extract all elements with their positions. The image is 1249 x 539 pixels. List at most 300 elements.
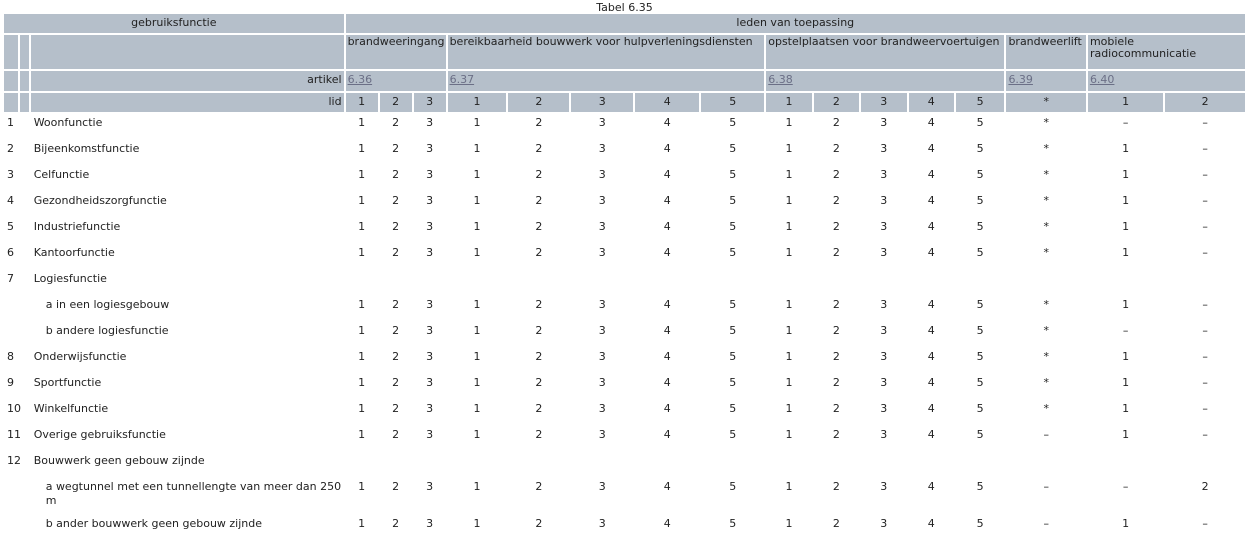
table-row — [4, 372, 1245, 398]
value-cell: 5 — [976, 324, 984, 337]
value-cell: 2 — [535, 350, 543, 363]
value-cell: 4 — [927, 116, 935, 129]
value-cell — [909, 268, 954, 294]
row-number — [4, 513, 29, 539]
row-number — [4, 294, 29, 320]
value-cell: 1 — [358, 116, 366, 129]
value-cell: 1 — [1122, 142, 1130, 155]
value-cell: 2 — [392, 220, 400, 233]
value-cell: 3 — [426, 480, 434, 493]
artikel-cell — [346, 71, 446, 93]
lid-header: * — [1006, 93, 1086, 112]
value-cell: 2 — [392, 517, 400, 530]
value-cell: 1 — [1122, 376, 1130, 389]
row-number: 9 — [7, 376, 14, 389]
value-cell: 3 — [598, 376, 606, 389]
value-cell: 1 — [473, 402, 481, 415]
value-cell: 5 — [976, 246, 984, 259]
value-cell: 2 — [832, 168, 840, 181]
value-cell: 4 — [927, 350, 935, 363]
table-row — [4, 268, 1245, 294]
value-cell: 2 — [392, 376, 400, 389]
row-number: 12 — [7, 454, 21, 467]
value-cell: 3 — [880, 168, 888, 181]
value-cell — [956, 268, 1005, 294]
value-cell: 4 — [927, 324, 935, 337]
value-cell: 4 — [927, 517, 935, 530]
lid-header: 4 — [909, 93, 954, 112]
value-cell — [861, 268, 906, 294]
value-cell: 4 — [927, 480, 935, 493]
group-header: bereikbaarheid bouwwerk voor hulpverleningsdiensten — [448, 35, 765, 71]
value-cell: 3 — [426, 194, 434, 207]
value-cell: 4 — [663, 402, 671, 415]
artikel-link[interactable]: 6.38 — [768, 73, 793, 86]
value-cell: 1 — [1122, 402, 1130, 415]
lid-header: 5 — [701, 93, 764, 112]
value-cell: 5 — [976, 350, 984, 363]
value-cell — [814, 268, 859, 294]
lid-header: 1 — [448, 93, 507, 112]
row-name: Kantoorfunctie — [33, 246, 115, 259]
value-cell: 4 — [663, 324, 671, 337]
value-cell — [766, 450, 811, 476]
lid-label: lid — [31, 93, 344, 112]
row-name: Overige gebruiksfunctie — [33, 428, 166, 441]
group-header: mobiele radiocommunicatie — [1088, 35, 1245, 71]
header-blank — [4, 93, 18, 112]
value-cell: 2 — [832, 116, 840, 129]
value-cell: 2 — [535, 428, 543, 441]
row-name: Celfunctie — [33, 168, 90, 181]
row-name: Logiesfunctie — [33, 272, 107, 285]
value-cell: – — [1202, 376, 1208, 389]
row-name: b andere logiesfunctie — [45, 324, 169, 337]
value-cell: 5 — [729, 168, 737, 181]
value-cell: 3 — [426, 220, 434, 233]
row-name: Industriefunctie — [33, 220, 121, 233]
value-cell: * — [1043, 324, 1049, 337]
value-cell: 3 — [426, 350, 434, 363]
lid-header: 1 — [1088, 93, 1163, 112]
value-cell — [1165, 268, 1245, 294]
value-cell: 3 — [880, 220, 888, 233]
value-cell: 1 — [358, 220, 366, 233]
value-cell: 2 — [535, 517, 543, 530]
row-name: b ander bouwwerk geen gebouw zijnde — [45, 517, 263, 530]
value-cell: 3 — [880, 376, 888, 389]
table-row — [4, 346, 1245, 372]
value-cell: 5 — [976, 298, 984, 311]
value-cell: 1 — [785, 168, 793, 181]
value-cell: 2 — [832, 402, 840, 415]
row-number: 4 — [7, 194, 14, 207]
value-cell — [448, 268, 507, 294]
table-row — [4, 424, 1245, 450]
value-cell: 3 — [598, 298, 606, 311]
lid-header: 5 — [956, 93, 1005, 112]
value-cell: 5 — [976, 168, 984, 181]
value-cell: 4 — [663, 116, 671, 129]
lid-header: 3 — [861, 93, 906, 112]
header-blank — [31, 35, 344, 71]
value-cell: 3 — [426, 116, 434, 129]
value-cell: – — [1202, 220, 1208, 233]
group-header: opstelplaatsen voor brandweervoertuigen — [766, 35, 1004, 71]
value-cell: 1 — [358, 246, 366, 259]
value-cell: 1 — [785, 194, 793, 207]
value-cell: 4 — [927, 142, 935, 155]
table-row — [4, 112, 1245, 138]
value-cell: * — [1043, 376, 1049, 389]
value-cell: 5 — [976, 480, 984, 493]
value-cell: 3 — [598, 428, 606, 441]
lid-header: 3 — [571, 93, 633, 112]
value-cell: 1 — [1122, 194, 1130, 207]
value-cell: 5 — [729, 402, 737, 415]
value-cell: 5 — [976, 220, 984, 233]
value-cell: 5 — [729, 428, 737, 441]
value-cell: 1 — [358, 517, 366, 530]
value-cell: 1 — [1122, 517, 1130, 530]
value-cell: – — [1043, 480, 1049, 493]
value-cell: 5 — [729, 376, 737, 389]
value-cell: 2 — [535, 324, 543, 337]
value-cell: 1 — [358, 376, 366, 389]
value-cell: 1 — [1122, 298, 1130, 311]
value-cell: 1 — [1122, 428, 1130, 441]
value-cell: * — [1043, 168, 1049, 181]
value-cell: 4 — [927, 168, 935, 181]
value-cell: 4 — [927, 194, 935, 207]
value-cell — [701, 450, 764, 476]
value-cell: 3 — [426, 376, 434, 389]
row-number: 11 — [7, 428, 21, 441]
value-cell: 2 — [392, 142, 400, 155]
header-blank — [20, 93, 28, 112]
value-cell: 2 — [832, 428, 840, 441]
requirements-table — [2, 14, 1247, 539]
value-cell: 3 — [598, 350, 606, 363]
row-name: Sportfunctie — [33, 376, 102, 389]
header-gebruiksfunctie: gebruiksfunctie — [4, 14, 344, 35]
value-cell: * — [1043, 116, 1049, 129]
value-cell: 2 — [392, 428, 400, 441]
row-number: 6 — [7, 246, 14, 259]
value-cell: 3 — [598, 246, 606, 259]
value-cell — [380, 450, 412, 476]
value-cell: 1 — [358, 480, 366, 493]
table-row — [4, 138, 1245, 164]
value-cell: 1 — [473, 428, 481, 441]
value-cell: 3 — [426, 142, 434, 155]
value-cell: 4 — [927, 428, 935, 441]
value-cell: * — [1043, 298, 1049, 311]
value-cell — [571, 268, 633, 294]
value-cell — [909, 450, 954, 476]
value-cell: – — [1202, 324, 1208, 337]
value-cell: 3 — [598, 116, 606, 129]
value-cell: 3 — [598, 324, 606, 337]
value-cell: 5 — [976, 517, 984, 530]
value-cell: – — [1202, 168, 1208, 181]
value-cell: 3 — [880, 324, 888, 337]
value-cell: 5 — [729, 350, 737, 363]
row-number: 5 — [7, 220, 14, 233]
value-cell: 4 — [663, 220, 671, 233]
value-cell: 1 — [358, 298, 366, 311]
value-cell: – — [1043, 428, 1049, 441]
row-name: Onderwijsfunctie — [33, 350, 127, 363]
value-cell: – — [1043, 517, 1049, 530]
value-cell: 2 — [535, 116, 543, 129]
value-cell: 1 — [785, 350, 793, 363]
table-row — [4, 294, 1245, 320]
table-row — [4, 320, 1245, 346]
header-leden: leden van toepassing — [346, 14, 1245, 35]
value-cell: 2 — [832, 480, 840, 493]
value-cell: 5 — [729, 194, 737, 207]
value-cell — [346, 450, 378, 476]
artikel-link[interactable]: 6.40 — [1089, 73, 1115, 86]
table-row — [4, 398, 1245, 424]
value-cell: 3 — [426, 298, 434, 311]
header-blank — [20, 35, 28, 71]
value-cell — [380, 268, 412, 294]
value-cell: 5 — [729, 298, 737, 311]
value-cell: 1 — [1122, 220, 1130, 233]
value-cell: 1 — [785, 428, 793, 441]
table-row — [4, 476, 1245, 513]
value-cell — [508, 450, 569, 476]
value-cell: * — [1043, 246, 1049, 259]
lid-header: 2 — [1165, 93, 1245, 112]
artikel-link[interactable]: 6.39 — [1008, 73, 1033, 86]
row-name: Bijeenkomstfunctie — [33, 142, 140, 155]
value-cell: 2 — [832, 246, 840, 259]
value-cell — [571, 450, 633, 476]
value-cell: 1 — [785, 517, 793, 530]
value-cell — [448, 450, 507, 476]
value-cell: 4 — [663, 142, 671, 155]
value-cell: 3 — [880, 142, 888, 155]
value-cell: 5 — [729, 116, 737, 129]
table-row — [4, 216, 1245, 242]
value-cell: 1 — [473, 220, 481, 233]
value-cell: * — [1043, 142, 1049, 155]
value-cell: 2 — [392, 194, 400, 207]
value-cell: 1 — [473, 168, 481, 181]
value-cell — [956, 450, 1005, 476]
value-cell: 4 — [663, 350, 671, 363]
value-cell: 3 — [880, 116, 888, 129]
value-cell: 3 — [880, 350, 888, 363]
value-cell: 2 — [535, 194, 543, 207]
value-cell: – — [1202, 142, 1208, 155]
value-cell: 2 — [392, 350, 400, 363]
value-cell: 3 — [598, 480, 606, 493]
value-cell: 2 — [392, 324, 400, 337]
value-cell: 1 — [473, 116, 481, 129]
row-number: 10 — [7, 402, 21, 415]
header-blank — [4, 35, 18, 71]
value-cell: 2 — [832, 517, 840, 530]
value-cell: 4 — [927, 246, 935, 259]
value-cell: 3 — [598, 402, 606, 415]
value-cell: 4 — [927, 402, 935, 415]
value-cell — [814, 450, 859, 476]
value-cell: 1 — [1122, 246, 1130, 259]
value-cell: 2 — [535, 402, 543, 415]
table-caption: Tabel 6.35 — [596, 1, 653, 14]
value-cell: 4 — [663, 376, 671, 389]
value-cell: 2 — [535, 376, 543, 389]
value-cell: 1 — [473, 376, 481, 389]
value-cell: 2 — [535, 220, 543, 233]
value-cell: 5 — [729, 324, 737, 337]
value-cell: – — [1202, 517, 1208, 530]
value-cell: 2 — [832, 142, 840, 155]
value-cell: 4 — [663, 517, 671, 530]
value-cell: – — [1202, 298, 1208, 311]
value-cell: 2 — [1201, 480, 1209, 493]
value-cell: 5 — [729, 480, 737, 493]
value-cell: – — [1202, 350, 1208, 363]
value-cell — [414, 450, 446, 476]
value-cell: 2 — [535, 480, 543, 493]
value-cell: 1 — [473, 324, 481, 337]
value-cell: 1 — [358, 324, 366, 337]
lid-header: 1 — [346, 93, 378, 112]
value-cell: 3 — [880, 298, 888, 311]
lid-header: 2 — [380, 93, 412, 112]
row-number: 8 — [7, 350, 14, 363]
table-row — [4, 242, 1245, 268]
value-cell: 1 — [473, 246, 481, 259]
value-cell: 1 — [473, 350, 481, 363]
header-blank — [20, 71, 28, 93]
value-cell: 3 — [880, 428, 888, 441]
value-cell: 3 — [598, 194, 606, 207]
value-cell: 4 — [663, 480, 671, 493]
value-cell: 1 — [1122, 350, 1130, 363]
value-cell: 5 — [729, 142, 737, 155]
value-cell — [508, 268, 569, 294]
value-cell: 2 — [535, 142, 543, 155]
value-cell: – — [1202, 246, 1208, 259]
value-cell: 1 — [473, 480, 481, 493]
value-cell: 4 — [663, 168, 671, 181]
value-cell: – — [1202, 116, 1208, 129]
artikel-cell — [766, 71, 1004, 93]
artikel-cell — [448, 71, 765, 93]
value-cell — [701, 268, 764, 294]
value-cell — [346, 268, 378, 294]
value-cell: 2 — [832, 350, 840, 363]
row-number: 3 — [7, 168, 14, 181]
value-cell: 1 — [358, 168, 366, 181]
value-cell: 2 — [832, 194, 840, 207]
artikel-cell — [1088, 71, 1245, 93]
value-cell: 1 — [785, 116, 793, 129]
row-name: Woonfunctie — [33, 116, 103, 129]
group-header: brandweeringang — [346, 35, 446, 71]
table-row — [4, 190, 1245, 216]
table-body — [4, 112, 1245, 539]
lid-header: 2 — [508, 93, 569, 112]
value-cell: 1 — [785, 480, 793, 493]
value-cell: 1 — [1122, 168, 1130, 181]
value-cell — [635, 450, 699, 476]
artikel-link[interactable]: 6.36 — [347, 73, 373, 86]
row-number: 2 — [7, 142, 14, 155]
value-cell: – — [1122, 116, 1129, 129]
row-number — [4, 476, 29, 513]
value-cell: 1 — [785, 402, 793, 415]
table-wrapper — [2, 1, 1247, 539]
row-name: a in een logiesgebouw — [45, 298, 170, 311]
value-cell: 1 — [785, 376, 793, 389]
value-cell: 2 — [832, 324, 840, 337]
value-cell: 5 — [976, 428, 984, 441]
value-cell: 1 — [358, 402, 366, 415]
row-name: Bouwwerk geen gebouw zijnde — [33, 454, 205, 467]
row-number: 7 — [7, 272, 14, 285]
value-cell: 1 — [473, 298, 481, 311]
value-cell: 5 — [976, 194, 984, 207]
group-header: brandweerlift — [1006, 35, 1086, 71]
value-cell: 1 — [358, 428, 366, 441]
value-cell — [1006, 268, 1086, 294]
value-cell: 2 — [392, 116, 400, 129]
artikel-link[interactable]: 6.37 — [449, 73, 475, 86]
value-cell: 2 — [392, 168, 400, 181]
value-cell: 1 — [785, 220, 793, 233]
value-cell: 3 — [880, 517, 888, 530]
value-cell: 3 — [598, 517, 606, 530]
table-row — [4, 164, 1245, 190]
value-cell: 5 — [976, 142, 984, 155]
value-cell: – — [1122, 324, 1129, 337]
value-cell: 4 — [663, 194, 671, 207]
header-blank — [4, 71, 18, 93]
value-cell: – — [1202, 194, 1208, 207]
value-cell: 3 — [598, 220, 606, 233]
value-cell: 3 — [426, 246, 434, 259]
value-cell: 4 — [663, 428, 671, 441]
value-cell: 5 — [729, 246, 737, 259]
row-name: Winkelfunctie — [33, 402, 109, 415]
value-cell: 2 — [392, 480, 400, 493]
value-cell: 3 — [880, 402, 888, 415]
value-cell: – — [1202, 428, 1208, 441]
value-cell — [635, 268, 699, 294]
row-name: a wegtunnel met een tunnellengte van meer dan 250 m — [45, 480, 342, 507]
table-row — [4, 513, 1245, 539]
value-cell: 3 — [880, 480, 888, 493]
value-cell: 1 — [358, 350, 366, 363]
value-cell — [1088, 450, 1163, 476]
value-cell: 2 — [392, 402, 400, 415]
value-cell: 3 — [426, 324, 434, 337]
value-cell: 3 — [598, 142, 606, 155]
value-cell: 3 — [880, 246, 888, 259]
value-cell — [1165, 450, 1245, 476]
value-cell: 5 — [729, 220, 737, 233]
value-cell: 5 — [976, 402, 984, 415]
lid-header: 3 — [414, 93, 446, 112]
artikel-cell — [1006, 71, 1086, 93]
